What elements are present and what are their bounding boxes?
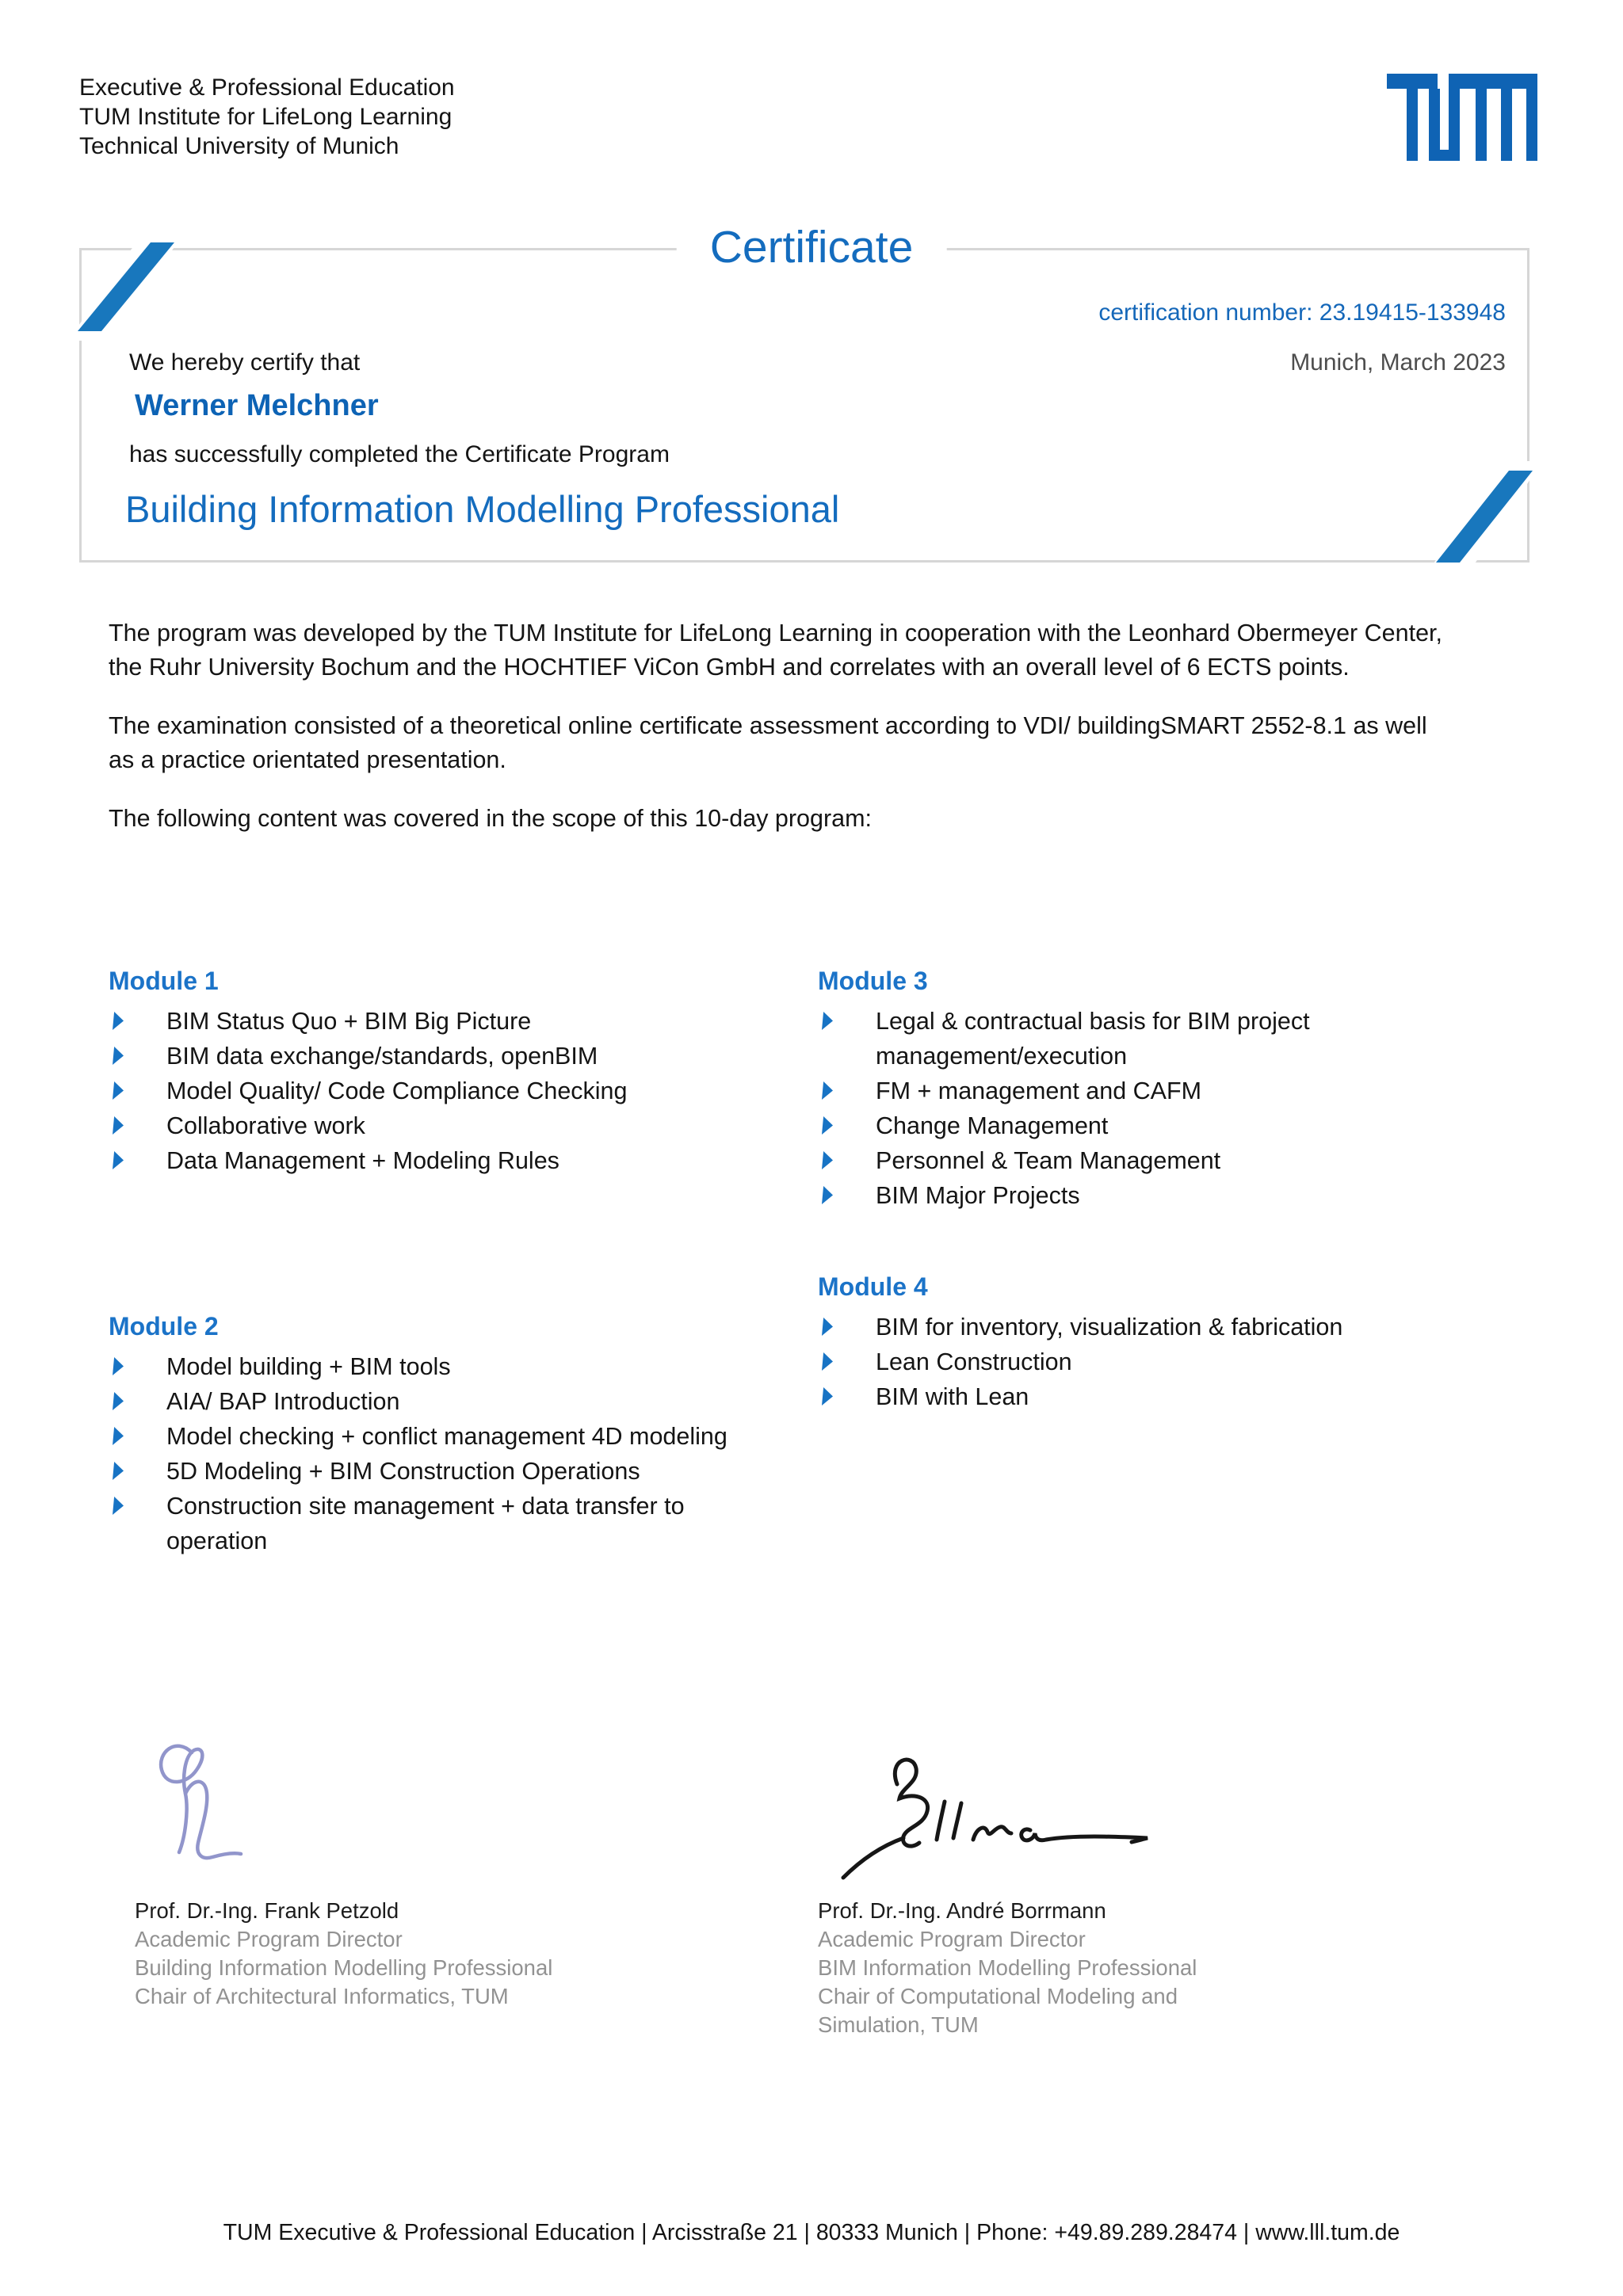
list-item bbox=[818, 1379, 1410, 1414]
list-item-label: Collaborative work bbox=[166, 1112, 365, 1139]
signature-petzold bbox=[151, 1741, 285, 1896]
place-and-date: Munich, March 2023 bbox=[1290, 349, 1506, 376]
list-item-label: Personnel & Team Management bbox=[876, 1147, 1221, 1174]
signatory-role: Academic Program Director bbox=[818, 1927, 1086, 1951]
list-item bbox=[109, 1454, 790, 1489]
module-3-section bbox=[818, 967, 1468, 1213]
list-item-label: Change Management bbox=[876, 1112, 1109, 1139]
signatory-role: Chair of Computational Modeling and Simulation, TUM bbox=[818, 1984, 1178, 2037]
header-line-3: Technical University of Munich bbox=[79, 133, 399, 159]
list-item bbox=[109, 1004, 790, 1039]
module-4-list bbox=[818, 1310, 1468, 1414]
list-item-label: BIM for inventory, visualization & fabrication bbox=[876, 1314, 1343, 1341]
module-3-title: Module 3 bbox=[818, 967, 928, 995]
arrow-bullet-icon bbox=[113, 1151, 124, 1169]
arrow-bullet-icon bbox=[822, 1387, 833, 1405]
header-line-2: TUM Institute for LifeLong Learning bbox=[79, 104, 453, 130]
certificate-title: Certificate bbox=[677, 221, 947, 273]
list-item-label: Legal & contractual basis for BIM project management/execution bbox=[876, 1008, 1310, 1070]
arrow-bullet-icon bbox=[822, 1318, 833, 1336]
list-item bbox=[818, 1178, 1410, 1213]
list-item-label: Model checking + conflict management 4D modeling bbox=[166, 1423, 727, 1450]
list-item-label: AIA/ BAP Introduction bbox=[166, 1388, 400, 1415]
module-3-list bbox=[818, 1004, 1468, 1213]
completion-text: has successfully completed the Certificate Program bbox=[129, 441, 670, 467]
arrow-bullet-icon bbox=[113, 1012, 124, 1030]
paragraph-program-development: The program was developed by the TUM Institute for LifeLong Learning in cooperation with the Leonhard Obermeyer Center, the Ruhr University Bochum and the HOCHTIEF ViCon GmbH and correlates with an overall level of 6 ECTS points. bbox=[109, 620, 1442, 681]
module-2-section bbox=[109, 1312, 790, 1558]
arrow-bullet-icon bbox=[822, 1116, 833, 1135]
list-item-label: 5D Modeling + BIM Construction Operations bbox=[166, 1458, 640, 1485]
list-item bbox=[818, 1310, 1410, 1344]
paragraph-content-intro: The following content was covered in the scope of this 10-day program: bbox=[109, 805, 872, 832]
certify-intro-text: We hereby certify that bbox=[129, 349, 361, 376]
list-item-label: BIM data exchange/standards, openBIM bbox=[166, 1043, 598, 1070]
signatory-name: Prof. Dr.-Ing. André Borrmann bbox=[818, 1898, 1106, 1923]
arrow-bullet-icon bbox=[113, 1427, 124, 1445]
arrow-bullet-icon bbox=[113, 1047, 124, 1065]
header-line-1: Executive & Professional Education bbox=[79, 74, 455, 101]
list-item bbox=[818, 1344, 1410, 1379]
module-4-title: Module 4 bbox=[818, 1272, 928, 1301]
list-item-label: BIM with Lean bbox=[876, 1383, 1029, 1410]
list-item bbox=[109, 1419, 790, 1454]
list-item-label: Model Quality/ Code Compliance Checking bbox=[166, 1077, 628, 1104]
arrow-bullet-icon bbox=[113, 1116, 124, 1135]
signatory-role: BIM Information Modelling Professional bbox=[818, 1955, 1197, 1980]
arrow-bullet-icon bbox=[822, 1352, 833, 1371]
module-1-section bbox=[109, 967, 790, 1178]
institution-header bbox=[79, 73, 455, 161]
list-item bbox=[818, 1004, 1410, 1074]
list-item-label: Model building + BIM tools bbox=[166, 1353, 451, 1380]
tum-logo bbox=[1387, 74, 1537, 161]
signatory-name: Prof. Dr.-Ing. Frank Petzold bbox=[135, 1898, 399, 1923]
list-item-label: BIM Major Projects bbox=[876, 1182, 1080, 1209]
list-item bbox=[109, 1074, 790, 1108]
paragraph-examination: The examination consisted of a theoretical online certificate assessment according to VDI/ buildingSMART 2552-8.1 as well as a practice orientated presentation. bbox=[109, 712, 1427, 773]
module-2-list bbox=[109, 1349, 790, 1558]
arrow-bullet-icon bbox=[822, 1151, 833, 1169]
list-item bbox=[818, 1108, 1410, 1143]
signatory-right bbox=[818, 1897, 1262, 2039]
arrow-bullet-icon bbox=[822, 1081, 833, 1100]
list-item bbox=[109, 1349, 790, 1384]
arrow-bullet-icon bbox=[113, 1081, 124, 1100]
list-item bbox=[109, 1143, 790, 1178]
list-item-label: Lean Construction bbox=[876, 1348, 1072, 1375]
list-item bbox=[109, 1108, 790, 1143]
list-item-label: Construction site management + data transfer to operation bbox=[166, 1493, 685, 1554]
arrow-bullet-icon bbox=[822, 1012, 833, 1030]
certification-number: certification number: 23.19415-133948 bbox=[1098, 299, 1506, 326]
arrow-bullet-icon bbox=[113, 1497, 124, 1515]
list-item-label: FM + management and CAFM bbox=[876, 1077, 1202, 1104]
module-4-section bbox=[818, 1272, 1468, 1414]
signatory-role: Chair of Architectural Informatics, TUM bbox=[135, 1984, 509, 2008]
list-item bbox=[818, 1074, 1410, 1108]
description-paragraphs bbox=[109, 616, 1456, 860]
list-item-label: BIM Status Quo + BIM Big Picture bbox=[166, 1008, 532, 1035]
list-item bbox=[109, 1039, 790, 1074]
module-2-title: Module 2 bbox=[109, 1312, 219, 1341]
list-item bbox=[109, 1489, 790, 1558]
arrow-bullet-icon bbox=[113, 1392, 124, 1410]
module-1-list bbox=[109, 1004, 790, 1178]
recipient-name: Werner Melchner bbox=[135, 389, 379, 422]
arrow-bullet-icon bbox=[822, 1186, 833, 1204]
arrow-bullet-icon bbox=[113, 1357, 124, 1375]
signature-borrmann bbox=[832, 1753, 1173, 1895]
list-item-label: Data Management + Modeling Rules bbox=[166, 1147, 559, 1174]
module-1-title: Module 1 bbox=[109, 967, 219, 995]
list-item bbox=[818, 1143, 1410, 1178]
footer-contact-line: TUM Executive & Professional Education | Arcisstraße 21 | 80333 Munich | Phone: +49.89.289.28474 | www.lll.tum.de bbox=[223, 2220, 1400, 2245]
signatory-role: Academic Program Director bbox=[135, 1927, 403, 1951]
arrow-bullet-icon bbox=[113, 1462, 124, 1480]
program-title: Building Information Modelling Professional bbox=[125, 488, 840, 530]
list-item bbox=[109, 1384, 790, 1419]
signatory-left bbox=[135, 1897, 552, 2011]
signatory-role: Building Information Modelling Professional bbox=[135, 1955, 553, 1980]
